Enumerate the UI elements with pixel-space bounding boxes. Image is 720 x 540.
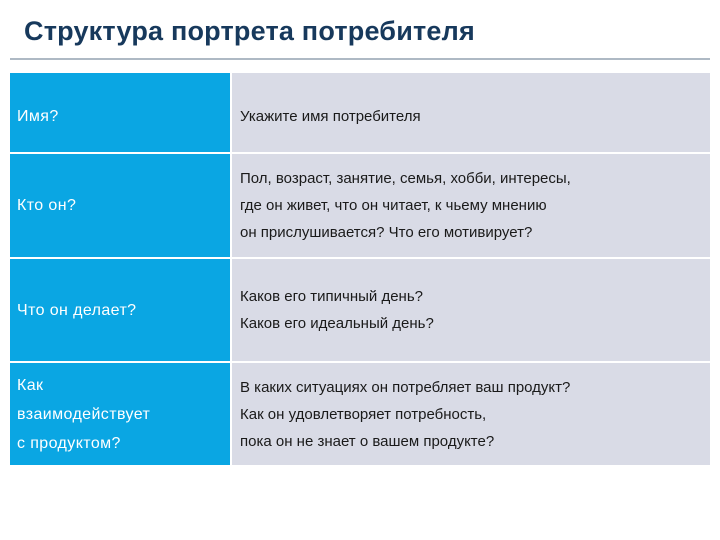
answer-cell: [232, 363, 710, 465]
answer-text: Каков его типичный день?: [240, 288, 423, 305]
table-row: [10, 154, 710, 257]
answer-text: Как он удовлетворяет потребность,: [240, 405, 487, 423]
answer-text: Укажите имя потребителя: [240, 108, 421, 125]
table-row: [10, 73, 710, 152]
table-row: [10, 259, 710, 361]
question-text: с продуктом?: [17, 434, 121, 452]
answer-text: он прислушивается? Что его мотивирует?: [240, 224, 533, 241]
question-text: Кто он?: [17, 197, 77, 214]
question-text: Как: [17, 376, 44, 394]
title-divider: [10, 58, 710, 60]
answer-text: Пол, возраст, занятие, семья, хобби, интересы,: [240, 170, 571, 187]
answer-text: В каких ситуациях он потребляет ваш продукт?: [240, 378, 571, 396]
answer-text: пока он не знает о вашем продукте?: [240, 432, 495, 450]
table-row: [10, 363, 710, 465]
question-text: Что он делает?: [17, 301, 137, 319]
answer-cell: [232, 154, 710, 257]
answer-text: где он живет, что он читает, к чьему мнению: [240, 197, 547, 214]
question-cell: [10, 259, 230, 361]
question-text: Имя?: [17, 108, 59, 125]
question-cell: [10, 73, 230, 152]
question-text: взаимодействует: [17, 405, 151, 423]
answer-text: Каков его идеальный день?: [240, 315, 434, 332]
portrait-table: [10, 73, 710, 465]
question-cell: [10, 363, 230, 465]
slide-title: Структура портрета потребителя: [24, 16, 475, 46]
answer-cell: [232, 259, 710, 361]
answer-cell: [232, 73, 710, 152]
question-cell: [10, 154, 230, 257]
